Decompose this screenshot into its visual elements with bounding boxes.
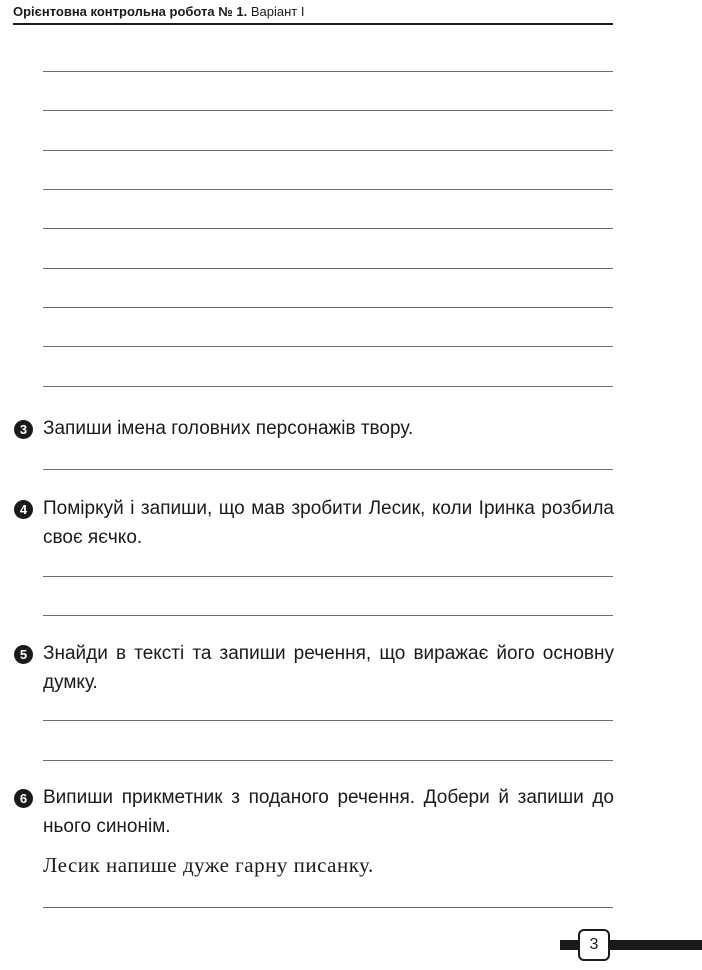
task-text: Випиши прикметник з поданого речення. Добери й запиши до нього синонім.: [43, 787, 614, 837]
answer-line[interactable]: [43, 576, 613, 577]
answer-line[interactable]: [43, 150, 613, 151]
task-3: [14, 414, 614, 443]
page-bar-left: [560, 940, 580, 950]
answer-line[interactable]: [43, 189, 613, 190]
answer-line[interactable]: [43, 720, 613, 721]
answer-line[interactable]: [43, 346, 613, 347]
task-text: Запиши імена головних персонажів твору.: [43, 418, 414, 439]
task-4: [14, 494, 614, 552]
header-title: Орієнтовна контрольна робота № 1.: [13, 4, 248, 19]
answer-line[interactable]: [43, 907, 613, 908]
answer-line[interactable]: [43, 268, 613, 269]
answer-line[interactable]: [43, 386, 613, 387]
task-text: Знайди в тексті та запиши речення, що виражає його основну думку.: [43, 643, 614, 693]
task-5: [14, 639, 614, 697]
answer-line[interactable]: [43, 228, 613, 229]
task-6: [14, 783, 614, 841]
task-number-badge: 3: [14, 420, 33, 439]
page-header: [13, 3, 613, 25]
answer-line[interactable]: [43, 760, 613, 761]
task-number-badge: 4: [14, 500, 33, 519]
answer-line[interactable]: [43, 307, 613, 308]
answer-line[interactable]: [43, 110, 613, 111]
page-bar-right: [608, 940, 702, 950]
page-number: 3: [578, 929, 610, 961]
task-number-badge: 5: [14, 645, 33, 664]
answer-line[interactable]: [43, 615, 613, 616]
task-number-badge: 6: [14, 789, 33, 808]
answer-line[interactable]: [43, 469, 613, 470]
answer-line[interactable]: [43, 71, 613, 72]
task-text: Поміркуй і запиши, що мав зробити Лесик, коли Іринка розбила своє яєчко.: [43, 498, 614, 548]
example-sentence: Лесик напише дуже гарну писанку.: [43, 853, 374, 877]
header-variant: Варіант І: [250, 4, 305, 19]
